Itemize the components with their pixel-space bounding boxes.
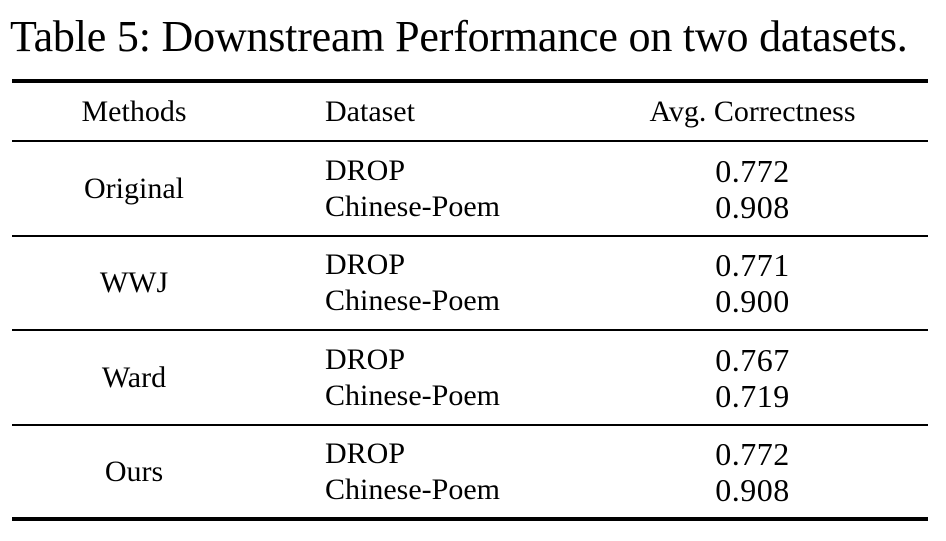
score-value: 0.908: [715, 189, 790, 225]
method-label: Ward: [101, 361, 167, 394]
method-label: WWJ: [99, 266, 169, 299]
dataset-label: DROP: [325, 437, 406, 470]
dataset-label: Chinese-Poem: [325, 473, 500, 506]
table-caption: Table 5: Downstream Performance on two datasets.: [10, 12, 908, 61]
score-value: 0.900: [715, 283, 790, 319]
score-value: 0.908: [715, 472, 790, 508]
score-value: 0.771: [715, 247, 790, 283]
top-rule: [12, 79, 928, 83]
score-value: 0.772: [715, 436, 790, 472]
score-value: 0.767: [715, 342, 790, 378]
dataset-label: Chinese-Poem: [325, 190, 500, 223]
method-label: Ours: [104, 455, 164, 488]
group-rule: [12, 235, 928, 237]
dataset-label: DROP: [325, 154, 406, 187]
score-value: 0.719: [715, 378, 790, 414]
dataset-label: DROP: [325, 248, 406, 281]
score-value: 0.772: [715, 153, 790, 189]
group-rule: [12, 424, 928, 426]
group-rule: [12, 329, 928, 331]
dataset-label: DROP: [325, 343, 406, 376]
header-avg-correctness: Avg. Correctness: [649, 95, 856, 128]
bottom-rule: [12, 517, 928, 521]
header-dataset: Dataset: [325, 95, 415, 128]
method-label: Original: [84, 172, 184, 205]
header-rule: [12, 140, 928, 142]
header-methods: Methods: [81, 95, 187, 128]
dataset-label: Chinese-Poem: [325, 284, 500, 317]
dataset-label: Chinese-Poem: [325, 379, 500, 412]
